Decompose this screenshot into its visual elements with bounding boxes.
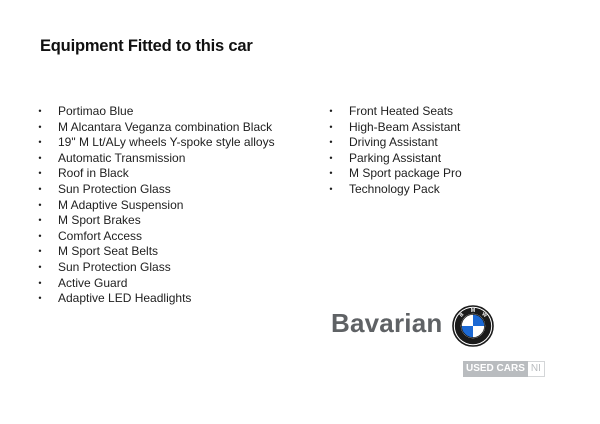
page-title: Equipment Fitted to this car <box>40 37 253 55</box>
bullet-icon: • <box>38 215 42 226</box>
equipment-item <box>36 104 316 120</box>
equipment-item <box>36 135 316 151</box>
bullet-icon: • <box>38 137 42 148</box>
bullet-icon: • <box>38 230 42 241</box>
bullet-icon: • <box>38 152 42 163</box>
bullet-icon: • <box>38 277 42 288</box>
equipment-item-label: Parking Assistant <box>349 150 442 165</box>
equipment-item <box>36 182 316 198</box>
equipment-list-right <box>327 104 567 198</box>
equipment-item-label: Automatic Transmission <box>58 150 186 165</box>
equipment-item <box>327 166 567 182</box>
equipment-item <box>327 151 567 167</box>
equipment-item-label: M Sport Brakes <box>58 213 141 228</box>
bullet-icon: • <box>329 152 333 163</box>
equipment-item <box>36 260 316 276</box>
bullet-icon: • <box>329 137 333 148</box>
equipment-item <box>36 198 316 214</box>
bullet-icon: • <box>38 246 42 257</box>
equipment-item-label: Driving Assistant <box>349 135 438 150</box>
equipment-item-label: Comfort Access <box>58 228 143 243</box>
bmw-roundel-logo <box>452 305 494 347</box>
bullet-icon: • <box>329 183 333 194</box>
equipment-item-label: Portimao Blue <box>58 104 134 118</box>
badge-used-cars: USED CARS <box>463 361 528 377</box>
bullet-icon: • <box>329 121 333 132</box>
bullet-icon: • <box>38 261 42 272</box>
bullet-icon: • <box>329 106 333 116</box>
equipment-item <box>327 104 567 120</box>
equipment-item <box>36 276 316 292</box>
equipment-item-label: Roof in Black <box>58 166 129 181</box>
equipment-item <box>36 213 316 229</box>
equipment-item <box>36 120 316 136</box>
roundel-letter-m: M <box>470 307 476 314</box>
equipment-item-label: Sun Protection Glass <box>58 181 171 196</box>
equipment-list-left <box>36 104 316 307</box>
used-cars-ni-badge <box>463 361 545 377</box>
equipment-item-label: M Sport Seat Belts <box>58 244 159 259</box>
bullet-icon: • <box>38 199 42 210</box>
equipment-item-label: M Sport package Pro <box>349 166 462 181</box>
equipment-item <box>327 182 567 198</box>
equipment-item-label: High-Beam Assistant <box>349 119 461 134</box>
bullet-icon: • <box>38 183 42 194</box>
equipment-item <box>327 120 567 136</box>
bullet-icon: • <box>38 106 42 116</box>
equipment-item-label: M Adaptive Suspension <box>58 197 184 212</box>
equipment-item <box>36 151 316 167</box>
equipment-item <box>36 229 316 245</box>
bullet-icon: • <box>329 168 333 179</box>
equipment-item-label: 19" M Lt/ALy wheels Y-spoke style alloys <box>58 135 275 150</box>
equipment-item-label: Active Guard <box>58 275 128 290</box>
equipment-item-label: Sun Protection Glass <box>58 259 171 274</box>
roundel-letter-b: B <box>458 311 466 319</box>
equipment-item <box>36 244 316 260</box>
bullet-icon: • <box>38 168 42 179</box>
equipment-item <box>36 166 316 182</box>
dealer-logo-wordmark: Bavarian <box>331 308 443 338</box>
equipment-item <box>327 135 567 151</box>
bullet-icon: • <box>38 293 42 304</box>
badge-region: NI <box>528 361 545 377</box>
equipment-item-label: Front Heated Seats <box>349 104 454 118</box>
equipment-item-label: M Alcantara Veganza combination Black <box>58 119 273 134</box>
equipment-item-label: Adaptive LED Headlights <box>58 291 192 306</box>
roundel-letter-w: W <box>480 311 488 320</box>
equipment-item <box>36 291 316 307</box>
bullet-icon: • <box>38 121 42 132</box>
equipment-item-label: Technology Pack <box>349 181 440 196</box>
